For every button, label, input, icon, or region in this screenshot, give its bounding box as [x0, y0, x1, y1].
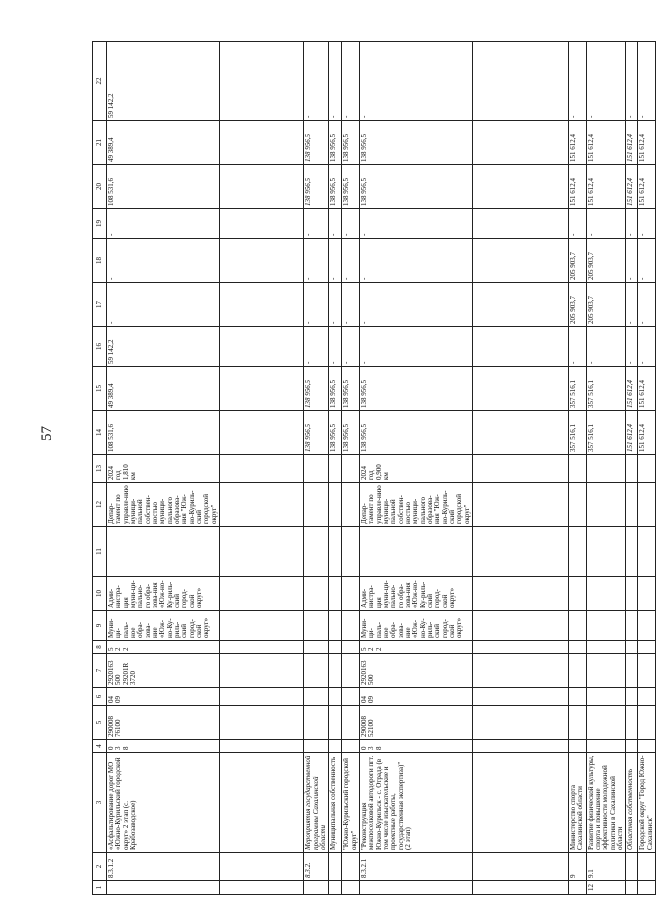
table-cell	[626, 881, 638, 895]
table-cell	[342, 706, 360, 740]
table-cell	[304, 577, 329, 611]
header-cell: 10	[93, 577, 107, 611]
table-cell	[342, 654, 360, 688]
table-cell	[473, 688, 569, 706]
table-cell: -	[304, 239, 329, 283]
header-cell: 8	[93, 641, 107, 654]
table-cell	[473, 239, 569, 283]
table-cell: -	[586, 42, 626, 121]
table-row	[359, 42, 472, 895]
table-cell: -	[107, 239, 220, 283]
table-cell: 138 956,5	[342, 367, 360, 411]
table-cell: 151 612,4	[626, 165, 638, 209]
table-cell: 49 389,4	[107, 121, 220, 165]
table-cell: Министерство спорта Сахалинской области	[569, 753, 587, 853]
table-cell: 59 142,2	[107, 42, 220, 121]
table-cell	[473, 577, 569, 611]
table-cell	[329, 688, 342, 706]
table-cell	[473, 483, 569, 527]
table-cell: Адми-нистра-ция муни-ци-пально-го обра-зова-ния «Юж-но-Ку-риль-ский город-ской округ»	[107, 577, 220, 611]
table-cell	[220, 327, 304, 367]
table-cell: -	[638, 209, 656, 239]
table-cell	[569, 688, 587, 706]
table-row	[569, 42, 587, 895]
table-cell: Городской округ "Город Южно-Сахалинск"	[638, 753, 656, 853]
table-cell	[569, 577, 587, 611]
table-cell	[329, 706, 342, 740]
table-cell: 151 612,4	[638, 121, 656, 165]
table-cell: Депар-тамент по управле-нию муници-пальной собствен-ностью муници-пального образова-ния "Юж-но-Куриль-ский городской округ"	[107, 483, 220, 527]
table-cell: 151 612,4	[638, 367, 656, 411]
rotated-table-container	[92, 42, 654, 895]
table-cell: 0 3 8	[359, 740, 472, 753]
table-row	[586, 42, 626, 895]
table-cell	[304, 881, 329, 895]
table-cell: -	[342, 42, 360, 121]
table-cell	[473, 853, 569, 881]
table-cell: 8.3.2.	[304, 853, 329, 881]
table-cell: -	[569, 42, 587, 121]
table-cell	[626, 527, 638, 577]
header-cell: 16	[93, 327, 107, 367]
table-cell	[220, 42, 304, 121]
table-cell	[329, 740, 342, 753]
table-cell	[342, 455, 360, 483]
table-cell: 49 389,4	[107, 367, 220, 411]
budget-table	[92, 41, 656, 895]
table-cell: -	[586, 327, 626, 367]
table-cell	[473, 753, 569, 853]
table-cell	[304, 654, 329, 688]
table-cell: -	[569, 327, 587, 367]
table-cell: 205 903,7	[586, 283, 626, 327]
table-cell: -	[304, 327, 329, 367]
table-cell: 2024 год 0,900 км	[359, 455, 472, 483]
table-cell: 151 612,4	[638, 165, 656, 209]
header-cell: 6	[93, 688, 107, 706]
table-cell	[342, 577, 360, 611]
table-cell	[473, 411, 569, 455]
table-cell: 151 612,4	[626, 367, 638, 411]
table-row	[638, 42, 656, 895]
table-cell: -	[304, 42, 329, 121]
table-cell	[342, 527, 360, 577]
table-cell: Развитие физической культуры, спорта и повышение эффективности молодежной политики в Сахалинской области	[586, 753, 626, 853]
table-cell: 290008 52100	[359, 706, 472, 740]
table-cell: Муниципальная собственность	[329, 753, 342, 853]
table-cell: 138 956,5	[329, 165, 342, 209]
table-cell	[626, 611, 638, 641]
table-cell: 5 2 2	[359, 641, 472, 654]
table-cell: -	[342, 327, 360, 367]
table-cell: 138 956,5	[359, 411, 472, 455]
table-cell	[586, 611, 626, 641]
table-cell: 357 516,1	[569, 367, 587, 411]
table-cell	[638, 654, 656, 688]
table-cell	[638, 611, 656, 641]
header-cell: 19	[93, 209, 107, 239]
header-cell: 13	[93, 455, 107, 483]
table-cell: -	[329, 283, 342, 327]
table-cell	[329, 611, 342, 641]
table-cell	[626, 740, 638, 753]
table-cell	[220, 121, 304, 165]
table-cell	[626, 853, 638, 881]
table-cell	[569, 641, 587, 654]
table-cell	[473, 42, 569, 121]
table-cell: -	[342, 209, 360, 239]
table-cell	[329, 881, 342, 895]
table-cell: -	[329, 327, 342, 367]
table-cell: 138 956,5	[359, 367, 472, 411]
table-cell	[638, 483, 656, 527]
table-cell: Областная собственность	[626, 753, 638, 853]
table-cell: -	[586, 209, 626, 239]
table-cell	[220, 688, 304, 706]
table-cell	[473, 654, 569, 688]
table-row	[626, 42, 638, 895]
table-cell	[626, 455, 638, 483]
table-cell	[569, 706, 587, 740]
table-cell	[220, 706, 304, 740]
table-cell	[586, 577, 626, 611]
table-cell	[473, 641, 569, 654]
table-cell: -	[359, 327, 472, 367]
table-cell	[220, 367, 304, 411]
header-cell: 14	[93, 411, 107, 455]
table-cell	[586, 740, 626, 753]
table-cell: -	[107, 209, 220, 239]
table-cell: 8.3.1.2	[107, 853, 220, 881]
table-cell: 9.1	[586, 853, 626, 881]
table-row	[329, 42, 342, 895]
table-cell	[329, 527, 342, 577]
table-cell	[342, 641, 360, 654]
table-cell: -	[626, 239, 638, 283]
table-cell	[359, 881, 472, 895]
table-cell: 151 612,4	[586, 121, 626, 165]
table-cell: 138 956,5	[342, 165, 360, 209]
table-cell	[304, 706, 329, 740]
header-cell: 17	[93, 283, 107, 327]
table-cell: 04 09	[359, 688, 472, 706]
table-cell: 138 956,5	[359, 121, 472, 165]
table-cell: 138 956,5	[329, 367, 342, 411]
table-cell: 108 531,6	[107, 165, 220, 209]
table-cell	[569, 881, 587, 895]
table-cell: 205 903,7	[586, 239, 626, 283]
table-cell	[329, 577, 342, 611]
table-row	[107, 42, 220, 895]
table-cell: -	[569, 209, 587, 239]
table-cell	[569, 611, 587, 641]
header-cell: 20	[93, 165, 107, 209]
table-cell	[359, 527, 472, 577]
table-cell	[569, 455, 587, 483]
table-cell	[342, 611, 360, 641]
table-cell	[586, 455, 626, 483]
table-cell	[220, 411, 304, 455]
table-cell	[638, 740, 656, 753]
table-cell	[638, 688, 656, 706]
table-cell	[586, 706, 626, 740]
table-cell: -	[329, 239, 342, 283]
table-cell	[638, 881, 656, 895]
table-cell	[342, 853, 360, 881]
table-cell: 138 956,5	[329, 411, 342, 455]
table-cell: Адми-нистра-ция муни-ци-пально-го обра-зова-ния «Юж-но-Ку-риль-ский город-ской округ»	[359, 577, 472, 611]
table-cell	[569, 527, 587, 577]
table-cell	[220, 611, 304, 641]
table-cell: 357 516,1	[586, 411, 626, 455]
table-cell: 357 516,1	[586, 367, 626, 411]
table-cell: 04 09	[107, 688, 220, 706]
table-cell	[626, 654, 638, 688]
table-cell: -	[329, 42, 342, 121]
table-cell: 151 612,4	[638, 411, 656, 455]
table-cell	[220, 577, 304, 611]
header-cell: 11	[93, 527, 107, 577]
header-cell: 15	[93, 367, 107, 411]
header-row	[93, 42, 107, 895]
table-cell	[473, 327, 569, 367]
table-cell: -	[638, 283, 656, 327]
table-cell	[220, 209, 304, 239]
table-cell	[329, 455, 342, 483]
table-cell	[342, 483, 360, 527]
table-cell	[473, 367, 569, 411]
table-cell	[473, 527, 569, 577]
table-cell	[329, 641, 342, 654]
header-cell: 18	[93, 239, 107, 283]
table-cell	[304, 740, 329, 753]
table-cell: 357 516,1	[569, 411, 587, 455]
table-cell	[329, 654, 342, 688]
table-cell	[220, 654, 304, 688]
table-cell	[638, 706, 656, 740]
table-cell	[220, 527, 304, 577]
table-cell: -	[359, 42, 472, 121]
table-cell	[329, 853, 342, 881]
header-cell: 21	[93, 121, 107, 165]
table-cell: Муни-ци-паль-ное обра-зова-ние «Юж-но-Ку-риль-ский город-ской округ»	[359, 611, 472, 641]
table-cell: -	[626, 327, 638, 367]
table-cell: -	[304, 283, 329, 327]
table-cell	[107, 881, 220, 895]
table-cell: 138 956,5	[359, 165, 472, 209]
table-cell: -	[359, 283, 472, 327]
table-cell: Муни-ци-паль-ное обра-зова-ние «Юж-но-Ку-риль-ский город-ской округ»	[107, 611, 220, 641]
table-cell	[626, 483, 638, 527]
table-cell	[473, 611, 569, 641]
table-row	[220, 42, 304, 895]
table-cell: 138 956,5	[304, 411, 329, 455]
table-cell	[626, 641, 638, 654]
header-cell: 22	[93, 42, 107, 121]
table-cell	[220, 239, 304, 283]
table-cell	[220, 455, 304, 483]
header-cell: 9	[93, 611, 107, 641]
table-cell	[220, 853, 304, 881]
table-cell	[569, 483, 587, 527]
table-cell	[473, 881, 569, 895]
table-cell	[638, 527, 656, 577]
table-cell: 151 612,4	[569, 121, 587, 165]
table-cell	[220, 881, 304, 895]
table-cell	[220, 753, 304, 853]
table-cell: -	[359, 239, 472, 283]
table-row	[304, 42, 329, 895]
table-cell: 2920163 500	[359, 654, 472, 688]
table-cell: 151 612,4	[569, 165, 587, 209]
table-cell	[473, 455, 569, 483]
table-cell	[304, 455, 329, 483]
table-cell: -	[638, 327, 656, 367]
table-cell: 108 531,6	[107, 411, 220, 455]
table-cell: "Южно-Курильский городской округ"	[342, 753, 360, 853]
table-cell: Мероприятия государственной программы Сахалинской области	[304, 753, 329, 853]
table-cell	[220, 483, 304, 527]
table-row	[342, 42, 360, 895]
table-cell	[342, 740, 360, 753]
table-cell	[626, 688, 638, 706]
table-cell	[107, 527, 220, 577]
table-cell: "Реконструкция межпоселковой автодороги пгт. Южно-Курильск - с. Отрада (в том числе изыскательские и проектные работы, государственная экспертиза)" (2 этап)	[359, 753, 472, 853]
table-cell	[304, 611, 329, 641]
table-cell: 2920163 500 29201R 3720	[107, 654, 220, 688]
table-cell: 138 956,5	[304, 165, 329, 209]
table-cell: -	[626, 42, 638, 121]
page-number: 57	[39, 426, 55, 441]
table-cell	[220, 165, 304, 209]
table-cell	[304, 641, 329, 654]
table-cell: -	[638, 42, 656, 121]
rotated-table-viewport	[92, 42, 654, 895]
header-cell: 12	[93, 483, 107, 527]
table-cell	[220, 283, 304, 327]
table-cell	[638, 853, 656, 881]
table-cell: -	[626, 283, 638, 327]
table-cell: 8.3.2.1	[359, 853, 472, 881]
header-cell: 4	[93, 740, 107, 753]
table-cell	[586, 688, 626, 706]
table-cell	[473, 209, 569, 239]
table-cell: 151 612,4	[626, 411, 638, 455]
table-cell: 12	[586, 881, 626, 895]
table-cell: 9	[569, 853, 587, 881]
header-cell: 1	[93, 881, 107, 895]
table-row	[473, 42, 569, 895]
table-cell: 2024 год 1,810 км	[107, 455, 220, 483]
table-cell	[473, 121, 569, 165]
table-cell: 138 956,5	[304, 121, 329, 165]
table-cell	[473, 706, 569, 740]
table-cell	[304, 688, 329, 706]
table-cell	[626, 706, 638, 740]
table-cell: «Асфальтирование дорог МО «Южно-Курильский городской округ» 2 этап (с. Крабозаводское)	[107, 753, 220, 853]
table-cell	[638, 641, 656, 654]
table-cell	[473, 165, 569, 209]
table-cell: -	[626, 209, 638, 239]
table-cell: 5 2 2	[107, 641, 220, 654]
table-cell	[342, 881, 360, 895]
table-cell	[586, 527, 626, 577]
table-cell: 151 612,4	[626, 121, 638, 165]
table-cell: 138 956,5	[304, 367, 329, 411]
table-cell: -	[638, 239, 656, 283]
table-cell: 138 956,5	[342, 121, 360, 165]
table-cell: 138 956,5	[342, 411, 360, 455]
table-cell: 138 956,5	[329, 121, 342, 165]
table-cell	[220, 641, 304, 654]
table-cell	[329, 483, 342, 527]
table-cell: -	[342, 283, 360, 327]
table-cell	[220, 740, 304, 753]
table-cell: -	[329, 209, 342, 239]
table-cell: -	[342, 239, 360, 283]
table-cell: 0 3 8	[107, 740, 220, 753]
header-cell: 3	[93, 753, 107, 853]
table-cell: 205 903,7	[569, 239, 587, 283]
table-cell: 151 612,4	[586, 165, 626, 209]
table-cell	[473, 283, 569, 327]
table-cell: Депар-тамент по управле-нию муници-пальной собствен-ностью муници-пального образова-ния "Юж-но-Куриль-ский городской округ"	[359, 483, 472, 527]
table-cell	[626, 577, 638, 611]
table-cell: 59 142,2	[107, 327, 220, 367]
table-cell	[473, 740, 569, 753]
table-cell	[569, 654, 587, 688]
table-cell: -	[107, 283, 220, 327]
header-cell: 2	[93, 853, 107, 881]
table-cell: -	[359, 209, 472, 239]
table-cell	[586, 483, 626, 527]
header-cell: 7	[93, 654, 107, 688]
table-cell	[304, 483, 329, 527]
table-cell	[342, 688, 360, 706]
table-cell	[569, 740, 587, 753]
table-cell	[304, 527, 329, 577]
table-cell	[586, 641, 626, 654]
table-cell: 205 903,7	[569, 283, 587, 327]
header-cell: 5	[93, 706, 107, 740]
table-cell: 290008 76100	[107, 706, 220, 740]
table-cell	[586, 654, 626, 688]
table-cell	[638, 455, 656, 483]
table-cell: -	[304, 209, 329, 239]
table-cell	[638, 577, 656, 611]
